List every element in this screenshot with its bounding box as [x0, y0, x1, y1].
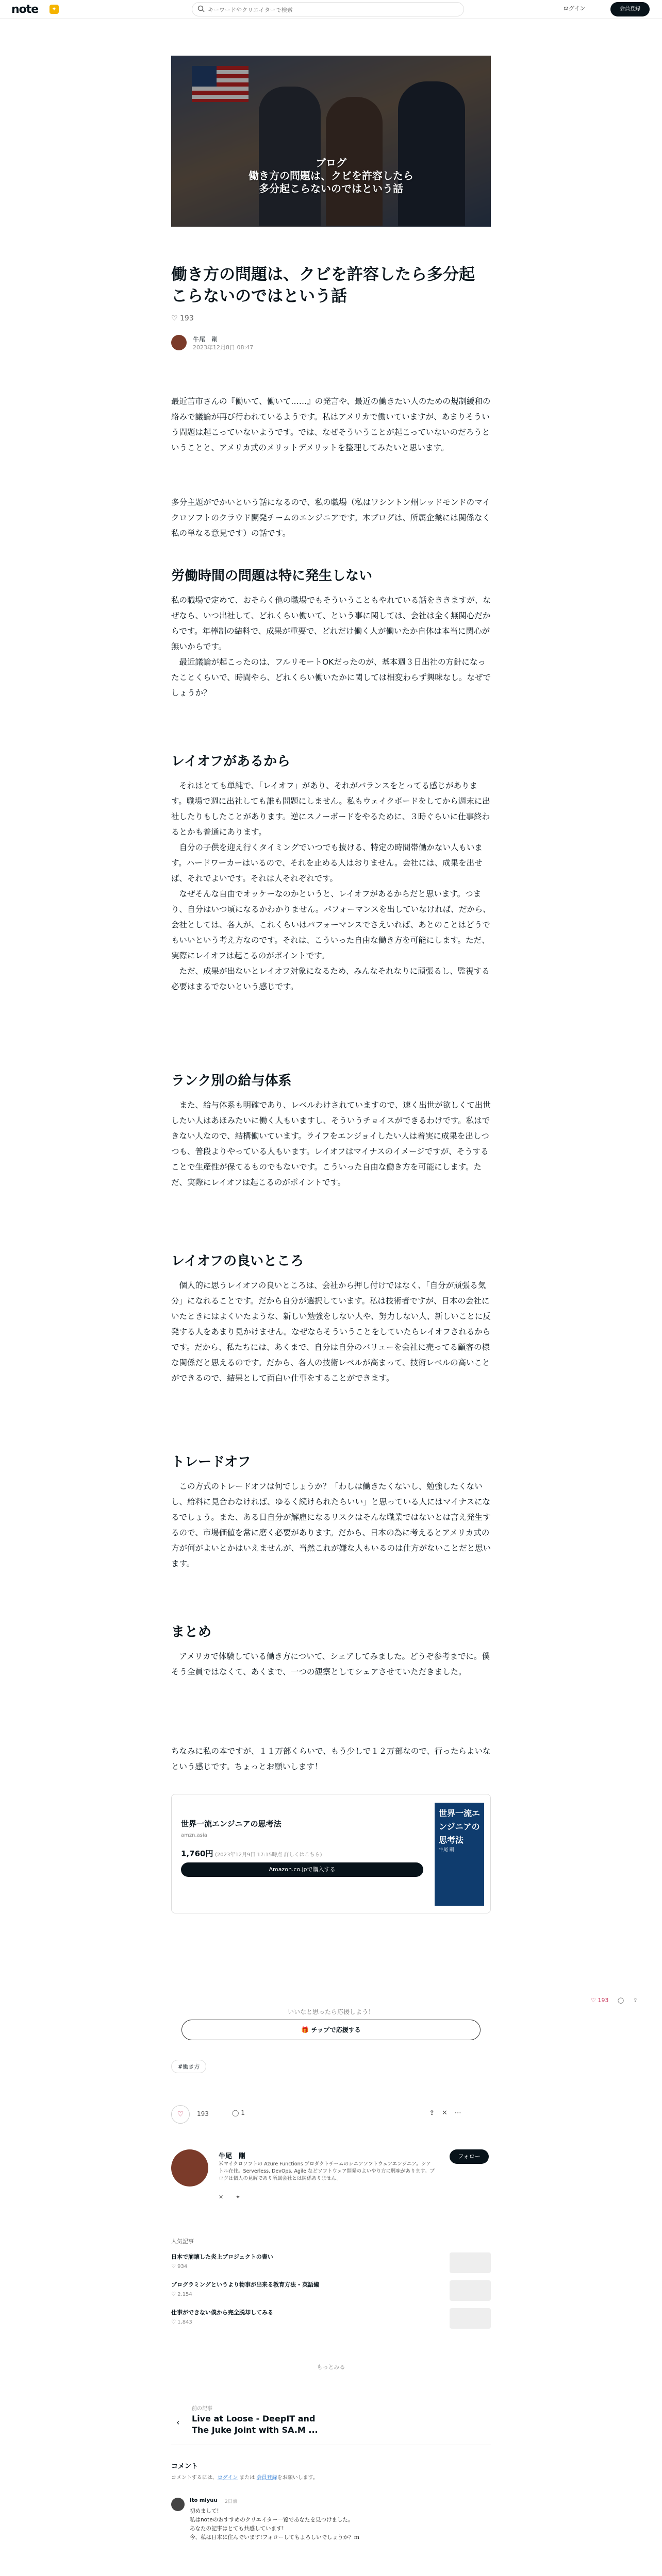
comment-icon[interactable]: ◯	[617, 1997, 624, 2004]
section-text: 個人的に思うレイオフの良いところは、会社から押し付けではなく、「自分が頑張る気分」になれることです。だから自分が選択しています。私は技術者ですが、日本の会社にいたときにはよくいたような、新しい勉強をしない人や、努力しない人、新しいことに反発する人をあまり見かけません。なぜならそういうことをしていたらレイオフされるからです。だから、私たちには、あくまで、自分は自分のバリューを会社に売ってる顧客の様な関係だと思えるのです。だから、各人の技術レベルが高まって、技術レベルの高いことができるので、結果として面白い仕事をすることができます。	[171, 1281, 491, 1383]
section-text: また、給与体系も明確であり、レベルわけされていますので、速く出世が欲しくて出世したい人はあほみたいに働く人もいますし、そういうチョイスができるわけです。私はできない人なので、結構働いています。ライフをエンジョイしたい人は着実に成果を出しつつも、普段よりやっている人もいます。レイオフはマイナスのイメージですが、そうすることで生産性が保てるものでもないです。こういった自由な働き方を可能にします。ただ、実際にレイオフは起こるのがポイントです。	[171, 1100, 491, 1187]
author-name[interactable]: 牛尾 剛	[193, 336, 218, 343]
prev-title-line: Live at Loose - DeepIT and	[192, 2414, 316, 2424]
comment-icon: ◯	[232, 2109, 239, 2116]
share-icon[interactable]: ⇪	[633, 1997, 638, 2004]
like-count: 193	[180, 314, 194, 323]
section	[171, 1072, 491, 1190]
prev-label: 前の記事	[192, 2406, 212, 2412]
article-title	[171, 264, 491, 307]
heart-icon[interactable]: ♡	[591, 1997, 596, 2004]
login-link[interactable]: ログイン	[563, 5, 586, 12]
comment-item	[171, 2498, 491, 2570]
title-line: こらないのではという話	[171, 287, 347, 306]
site-header	[0, 0, 662, 19]
section	[171, 1453, 491, 1571]
chevron-left-icon[interactable]: ‹	[176, 2417, 180, 2427]
search-icon	[197, 5, 205, 12]
cover-title: 世界一流エンジニアの思考法	[439, 1808, 481, 1845]
item-title[interactable]: 日本で崩壊した炎上プロジェクトの書い	[171, 2253, 273, 2260]
section-heading: レイオフの良いところ	[171, 1253, 304, 1269]
gift-icon: 🎁	[301, 2026, 309, 2033]
price-note: (2023年12月9日 17:15時点 詳しくはこちら)	[215, 1852, 322, 1858]
amazon-card[interactable]	[171, 1794, 491, 1913]
paragraph: ちなみに私の本ですが、１１万部くらいで、もう少しで１２万部なので、行ったらよいなという感じです。ちょっとお願いします！	[171, 1747, 491, 1771]
author-profile	[171, 2149, 491, 2206]
author-name[interactable]: 牛尾 剛	[219, 2153, 246, 2160]
hashtag[interactable]: #働き方	[171, 2060, 206, 2073]
comment-button[interactable]	[232, 2109, 245, 2116]
avatar[interactable]	[171, 335, 187, 350]
note-text: または	[239, 2475, 255, 2481]
sns-icons[interactable]: ✕ ✦	[219, 2194, 245, 2200]
heart-icon: ♡	[171, 314, 178, 323]
like-count-top[interactable]	[171, 314, 491, 323]
like-count: 193	[598, 1997, 609, 2004]
badge-icon: ✦	[49, 5, 59, 14]
support-question: いいなと思ったら応援しよう！	[287, 2008, 374, 2015]
section-text: 私の職場で定めて、おそらく他の職場でもそういうこともやれている話をききますが、なぜなら、いつ出社して、どれくらい働いて、という事に関しては、会社は全く無関心だからです。年棒制の結料で、成果が重要で、どれだけ働く人が働いたか自体は本当に関心が無いからです。 最近議論が起こったのは、フルリモートOKだったのが、基本週３日出社の方針になったことくらいで、時間やら、どれくらい働いたかに関しては相変わらず興味なし。なぜでしょうか？	[171, 596, 491, 698]
share-icons[interactable]: ⇪✕⋯	[429, 2109, 469, 2117]
section-heading: 人気記事	[171, 2238, 194, 2245]
comment-time: 2日前	[225, 2499, 237, 2504]
search-input[interactable]	[208, 5, 455, 15]
prev-title[interactable]	[192, 2413, 318, 2436]
closing-paragraph	[171, 1743, 491, 1774]
tip-label: チップで応援する	[311, 2026, 361, 2033]
section	[171, 567, 491, 701]
hero-caption-line: ブログ	[316, 157, 346, 169]
floating-actions	[591, 1997, 638, 2004]
list-item[interactable]	[171, 2308, 491, 2331]
item-likes: ♡ 2,154	[171, 2292, 192, 2297]
section-heading: トレードオフ	[171, 1454, 251, 1470]
action-bar	[171, 2104, 491, 2125]
commenter-name[interactable]: Ito miyuu	[190, 2498, 218, 2503]
paragraph: 多分主題がでかいという話になるので、私の職場（私はワシントン州レッドモンドのマイクロソフトのクラウド開発チームのエンジニアです。本ブログは、所属企業には関係なく私の単なる意見です）の話です。	[171, 498, 490, 538]
publish-date: 2023年12月8日 08:47	[193, 344, 254, 351]
section-heading: レイオフがあるから	[171, 754, 291, 769]
more-button[interactable]: もっとみる	[317, 2364, 345, 2370]
list-item[interactable]	[171, 2252, 491, 2275]
book-price: 1,760円	[181, 1849, 213, 1858]
section-heading: まとめ	[171, 1624, 212, 1640]
tip-button[interactable]	[181, 2020, 481, 2040]
section-text: この方式のトレードオフは何でしょうか？「わしは働きたくないし、勉強したくないし、給料に見合わなければ、ゆるく続けられたらいい」と思っている人にはマイナスになるでしょう。また、ある日自分が解雇になるリスクはそんな職業ではないとは言え発生するので、市場価値を常に磨く必要があります。だから、日本の為に考えるとアメリカ式の方が何がよいとかはいえませんが、当然これが嫌な人もいるのは仕方がないことだと思います。	[171, 1482, 491, 1568]
hero-caption	[171, 157, 491, 195]
intro-paragraph	[171, 495, 491, 541]
book-cover[interactable]	[435, 1803, 484, 1906]
item-title[interactable]: プログラミングというより物事が出来る教育方法 - 英語編	[171, 2281, 320, 2288]
note-text: コメントするには、	[171, 2475, 218, 2481]
follow-button[interactable]: フォロー	[450, 2149, 489, 2164]
previous-article[interactable]	[171, 2404, 491, 2445]
section	[171, 1623, 491, 1680]
author-bio: 米マイクロソフトの Azure Functions プロダクトチームのシニアソフトウェアエンジニア。シアトル在住。Serverless, DevOps, Agile などソフトウェア開発のよいやり方に興味があります。ブログは個人の見解であり所属会社とは関係ありません。	[219, 2161, 435, 2181]
section	[171, 1252, 491, 1386]
item-title[interactable]: 仕事ができない僕から完全脱却してみる	[171, 2309, 273, 2316]
intro-paragraph	[171, 394, 491, 455]
thumbnail	[450, 2252, 491, 2273]
thumbnail	[450, 2280, 491, 2301]
note-logo[interactable]: note	[11, 3, 39, 16]
hero-overlay	[171, 56, 491, 227]
hero-image	[171, 56, 491, 227]
section	[171, 752, 491, 994]
avatar[interactable]	[171, 2149, 208, 2187]
section-heading: 労働時間の問題は特に発生しない	[171, 568, 373, 584]
like-count: 934	[177, 2264, 188, 2269]
section-text: アメリカで体験している働き方について、シェアしてみました。どうぞ参考までに。僕そう全員ではなくて、あくまで、一つの観察としてシェアさせていただきました。	[171, 1652, 490, 1676]
paragraph: 最近苫市さんの『働いて、働いて……』の発言や、最近の働きたい人のための規制緩和の絡みで議論が再び行われているようです。私はアメリカで働いていますが、あまりそういう問題は起こっていないようです。では、なぜそういうことが起こっていないのだろうということと、アメリカ式のメリットデメリットを整理してみたいと思います。	[171, 397, 491, 452]
item-likes: ♡ 934	[171, 2264, 188, 2269]
popular-articles	[171, 2237, 491, 2325]
cover-author: 牛尾 剛	[439, 1848, 454, 1853]
like-count: 2,154	[177, 2292, 192, 2297]
title-line: 働き方の問題は、クビを許容したら多分起	[171, 265, 475, 284]
hero-caption-line: 多分起こらないのではという話	[259, 182, 403, 195]
section-text: それはとても単純で、「レイオフ」があり、それがバランスをとってる感じがあります。職場で週に出社しても誰も問題にしません。私もウェイクボードをしてから週末に出社したりもしたことがあります。逆にスノーボードをやるために、３時ぐらいに仕事終わるとかも普通にあります。 自分の子供を迎え行くタイミングでいつでも抜ける、特定の時間帯働かない人もいます。ハードワーカーはいるので、それを止める人はおりません。会社には、成果を出せば、それでよいです。それは人それぞれです。 なぜそんな自由でオッケーなのかというと、レイオフがあるからだと思います。つまり、自分はいつ頃になるかわかりません。パフォーマンスを出していなければ、だから、会社としては、各人が、これくらいはパフォーマンスでさえいれば、あとのことはどうでもいいという考え方なのです。それは、こういった自由な働き方を可能にします。ただ、実際にレイオフは起こるのがポイントです。 ただ、成果が出ないとレイオフ対象になるため、みんなそれなりに頑張るし、監視する必要はまるでないという感じです。	[171, 781, 491, 991]
list-item[interactable]	[171, 2280, 491, 2303]
comments-heading: コメント	[171, 2463, 198, 2470]
author-row[interactable]	[171, 335, 491, 353]
section-heading: ランク別の給与体系	[171, 1073, 292, 1089]
like-button[interactable]: ♡	[171, 2105, 190, 2124]
book-source: amzn.asia	[181, 1833, 207, 1838]
item-likes: ♡ 1,843	[171, 2319, 192, 2325]
hero-caption-line: 働き方の問題は、クビを許容したら	[249, 170, 413, 182]
prev-title-line: The Juke Joint with SA.M ...	[192, 2425, 318, 2435]
comment-login-note	[171, 2473, 318, 2481]
note-text: をお願いします。	[277, 2475, 318, 2481]
thumbnail	[450, 2308, 491, 2329]
like-count: 1,843	[177, 2319, 192, 2325]
comment-count: 1	[241, 2109, 245, 2116]
signup-button[interactable]: 会員登録	[610, 2, 650, 16]
comment-text: 初めまして! 私はnoteのおすすめのクリエイター一覧であなたを見つけました。 あなたの記事はとても共感しています! 今、私は日本に住んでいます!フォローしてもよろしいでしょうか？ｍ	[190, 2508, 360, 2540]
login-link[interactable]: ログイン	[217, 2475, 238, 2481]
amazon-buy-button[interactable]: Amazon.co.jpで購入する	[181, 1862, 423, 1877]
search-box[interactable]	[192, 2, 464, 16]
signup-link[interactable]: 会員登録	[256, 2475, 277, 2481]
like-count: 193	[197, 2110, 209, 2117]
avatar[interactable]	[171, 2498, 185, 2511]
book-title[interactable]: 世界一流エンジニアの思考法	[181, 1819, 282, 1828]
